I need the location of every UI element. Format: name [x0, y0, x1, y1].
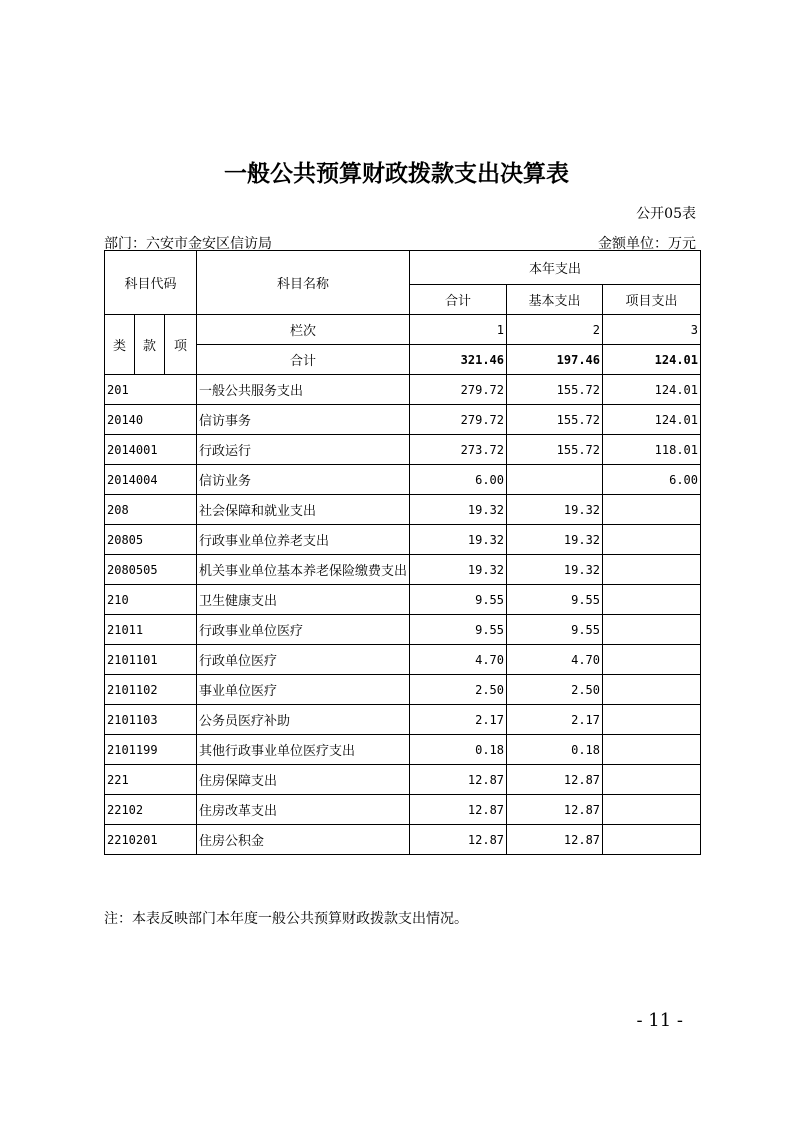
row-total: 279.72: [410, 375, 507, 405]
unit-label: 金额单位：万元: [598, 236, 696, 252]
row-name: 住房改革支出: [197, 795, 410, 825]
row-project: [603, 645, 701, 675]
table-row: [105, 645, 701, 675]
row-name: 其他行政事业单位医疗支出: [197, 735, 410, 765]
row-total: 9.55: [410, 615, 507, 645]
row-name: 公务员医疗补助: [197, 705, 410, 735]
row-code: 2101199: [105, 735, 197, 765]
row-project: [603, 525, 701, 555]
table-row: [105, 615, 701, 645]
row-code: 22102: [105, 795, 197, 825]
row-basic: 155.72: [507, 435, 603, 465]
row-name: 住房公积金: [197, 825, 410, 855]
column-number-3: 3: [603, 315, 701, 345]
row-project: [603, 795, 701, 825]
row-code: 2014001: [105, 435, 197, 465]
row-basic: 12.87: [507, 825, 603, 855]
header-basic: 基本支出: [507, 285, 603, 315]
row-basic: 2.17: [507, 705, 603, 735]
row-basic: 9.55: [507, 615, 603, 645]
row-project: [603, 585, 701, 615]
column-number-row: [105, 315, 701, 345]
row-project: [603, 615, 701, 645]
row-name: 信访事务: [197, 405, 410, 435]
table-row: [105, 435, 701, 465]
row-project: [603, 765, 701, 795]
row-project: [603, 705, 701, 735]
row-total: 12.87: [410, 825, 507, 855]
header-lei: 类: [105, 315, 135, 375]
row-basic: 9.55: [507, 585, 603, 615]
header-name: 科目名称: [197, 251, 410, 315]
row-project: [603, 675, 701, 705]
row-total: 4.70: [410, 645, 507, 675]
row-total: 19.32: [410, 495, 507, 525]
row-code: 2080505: [105, 555, 197, 585]
table-row: [105, 675, 701, 705]
table-row: [105, 735, 701, 765]
row-basic: 4.70: [507, 645, 603, 675]
header-project: 项目支出: [603, 285, 701, 315]
table-row: [105, 555, 701, 585]
row-total: 2.50: [410, 675, 507, 705]
row-code: 2101103: [105, 705, 197, 735]
row-total: 6.00: [410, 465, 507, 495]
header-total: 合计: [410, 285, 507, 315]
table-row: [105, 765, 701, 795]
row-code: 21011: [105, 615, 197, 645]
row-project: 124.01: [603, 405, 701, 435]
totals-basic: 197.46: [507, 345, 603, 375]
table-row: [105, 585, 701, 615]
totals-total: 321.46: [410, 345, 507, 375]
table-row: [105, 795, 701, 825]
row-name: 一般公共服务支出: [197, 375, 410, 405]
row-basic: 2.50: [507, 675, 603, 705]
table-row: [105, 375, 701, 405]
footnote: 注：本表反映部门本年度一般公共预算财政拨款支出情况。: [104, 911, 468, 927]
row-basic: 155.72: [507, 405, 603, 435]
row-project: [603, 825, 701, 855]
page-number: - 11 -: [636, 1010, 683, 1031]
table-row: [105, 705, 701, 735]
header-code: 科目代码: [105, 251, 197, 315]
row-code: 20805: [105, 525, 197, 555]
table-row: [105, 825, 701, 855]
row-code: 221: [105, 765, 197, 795]
row-total: 273.72: [410, 435, 507, 465]
row-name: 机关事业单位基本养老保险缴费支出: [197, 555, 410, 585]
totals-project: 124.01: [603, 345, 701, 375]
table-row: [105, 465, 701, 495]
department-label: 部门：六安市金安区信访局: [104, 236, 272, 252]
row-code: 208: [105, 495, 197, 525]
row-basic: [507, 465, 603, 495]
row-name: 卫生健康支出: [197, 585, 410, 615]
row-total: 19.32: [410, 525, 507, 555]
row-total: 0.18: [410, 735, 507, 765]
row-name: 社会保障和就业支出: [197, 495, 410, 525]
row-name: 行政事业单位医疗: [197, 615, 410, 645]
row-basic: 19.32: [507, 495, 603, 525]
row-basic: 19.32: [507, 555, 603, 585]
row-total: 2.17: [410, 705, 507, 735]
row-name: 行政单位医疗: [197, 645, 410, 675]
table-row: [105, 495, 701, 525]
row-total: 279.72: [410, 405, 507, 435]
row-basic: 12.87: [507, 795, 603, 825]
table-row: [105, 405, 701, 435]
row-code: 2210201: [105, 825, 197, 855]
column-number-1: 1: [410, 315, 507, 345]
page-title: 一般公共预算财政拨款支出决算表: [224, 161, 569, 187]
row-total: 19.32: [410, 555, 507, 585]
row-basic: 0.18: [507, 735, 603, 765]
row-total: 9.55: [410, 585, 507, 615]
row-project: [603, 735, 701, 765]
header-row-1: [105, 251, 701, 285]
row-name: 行政运行: [197, 435, 410, 465]
column-number-label: 栏次: [197, 315, 410, 345]
header-xiang: 项: [165, 315, 197, 375]
row-total: 12.87: [410, 765, 507, 795]
row-name: 事业单位医疗: [197, 675, 410, 705]
row-project: 6.00: [603, 465, 701, 495]
row-basic: 12.87: [507, 765, 603, 795]
column-number-2: 2: [507, 315, 603, 345]
row-code: 201: [105, 375, 197, 405]
row-code: 2101101: [105, 645, 197, 675]
totals-label: 合计: [197, 345, 410, 375]
row-basic: 155.72: [507, 375, 603, 405]
row-total: 12.87: [410, 795, 507, 825]
row-name: 行政事业单位养老支出: [197, 525, 410, 555]
row-code: 20140: [105, 405, 197, 435]
header-current-year: 本年支出: [410, 251, 701, 285]
row-project: 118.01: [603, 435, 701, 465]
row-basic: 19.32: [507, 525, 603, 555]
row-code: 2101102: [105, 675, 197, 705]
row-name: 信访业务: [197, 465, 410, 495]
form-number: 公开05表: [636, 206, 696, 222]
table-row: [105, 525, 701, 555]
row-code: 210: [105, 585, 197, 615]
row-project: [603, 555, 701, 585]
header-kuan: 款: [135, 315, 165, 375]
row-project: 124.01: [603, 375, 701, 405]
row-project: [603, 495, 701, 525]
row-name: 住房保障支出: [197, 765, 410, 795]
row-code: 2014004: [105, 465, 197, 495]
budget-table: [104, 250, 701, 855]
